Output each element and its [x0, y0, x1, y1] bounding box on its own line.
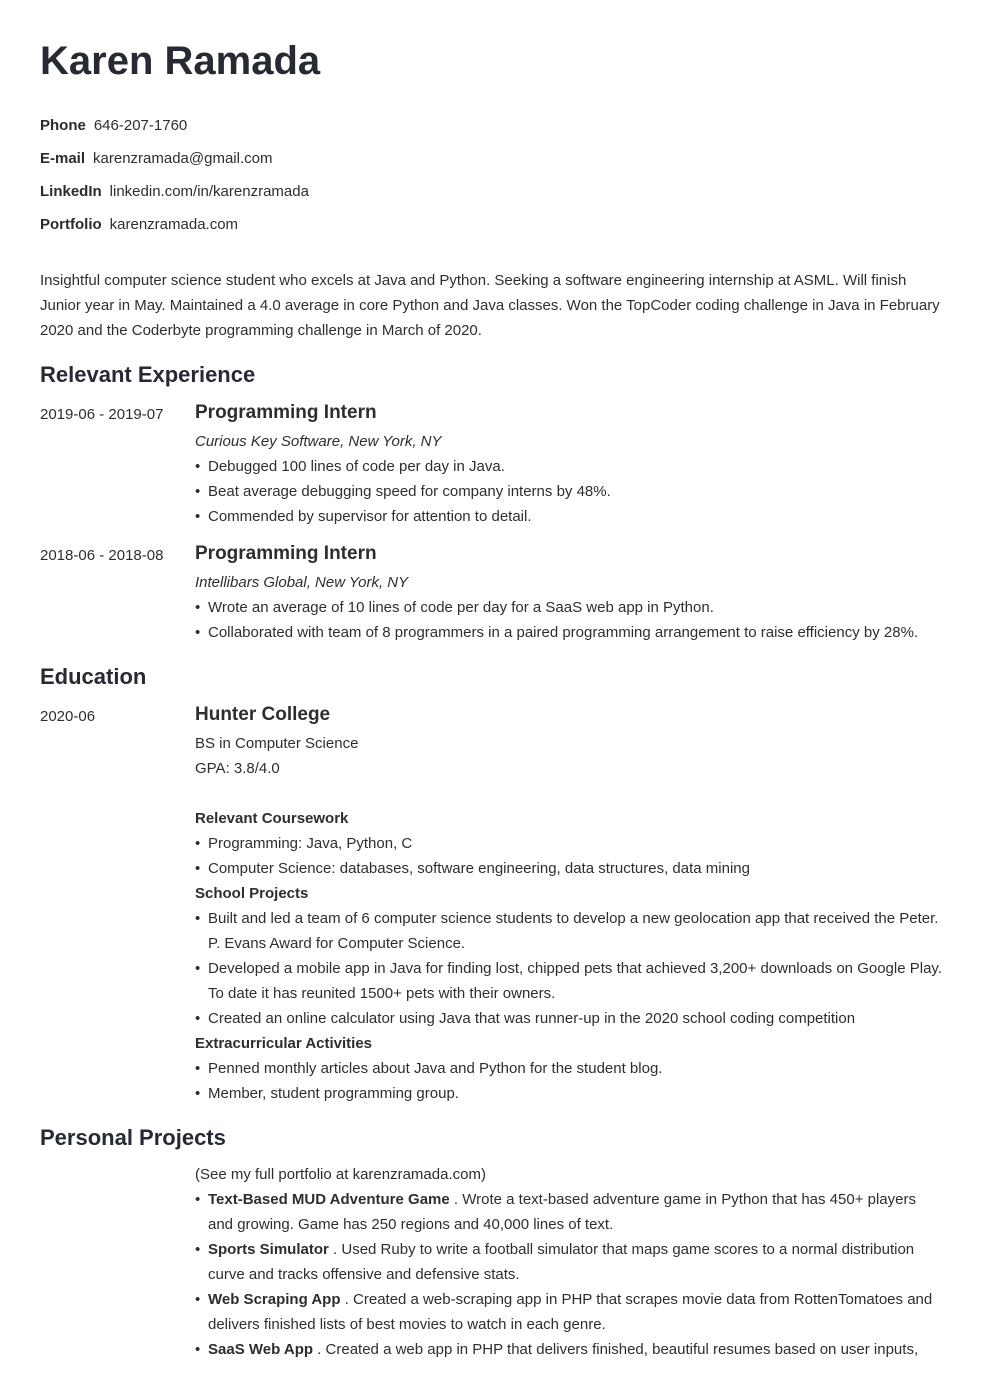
list-item: • Created an online calculator using Java that was runner-up in the 2020 school coding competition	[195, 1006, 945, 1031]
list-item	[195, 1187, 945, 1237]
bullet-list	[195, 595, 945, 645]
spacer	[195, 781, 945, 806]
list-item: • Member, student programming group.	[195, 1081, 945, 1106]
project-name: Text-Based MUD Adventure Game	[208, 1191, 450, 1208]
list-item: • Built and led a team of 6 computer science students to develop a new geolocation app that received the Peter. P. Evans Award for Computer Science.	[195, 906, 945, 956]
entry-body	[195, 702, 945, 1106]
experience-entry	[40, 541, 945, 645]
list-item	[195, 1337, 945, 1362]
coursework-heading: Relevant Coursework	[195, 810, 349, 827]
contact-email	[40, 142, 945, 175]
list-item: • Commended by supervisor for attention to detail.	[195, 504, 945, 529]
project-name: SaaS Web App	[208, 1341, 314, 1358]
activities-heading: Extracurricular Activities	[195, 1035, 373, 1052]
list-item: • Programming: Java, Python, C	[195, 831, 945, 856]
list-item: • Developed a mobile app in Java for finding lost, chipped pets that achieved 3,200+ downloads on Google Play. To date it has reunited 1500+ pets with their owners.	[195, 956, 945, 1006]
entry-date: 2020-06	[40, 708, 96, 725]
bullet-list	[195, 454, 945, 529]
contact-label: Portfolio	[40, 216, 102, 233]
list-item: • Computer Science: databases, software engineering, data structures, data mining	[195, 856, 945, 881]
list-item	[195, 1237, 945, 1287]
project-description: . Created a web-scraping app in PHP that scrapes movie data from RottenTomatoes and delivers finished lists of best movies to watch in each genre.	[208, 1291, 933, 1333]
section-title-experience: Relevant Experience	[40, 362, 256, 387]
projects-intro: (See my full portfolio at karenzramada.com)	[195, 1166, 486, 1183]
school-projects-heading: School Projects	[195, 885, 309, 902]
projects-body	[195, 1162, 945, 1362]
list-item	[195, 1287, 945, 1337]
gpa: GPA: 3.8/4.0	[195, 760, 280, 777]
contact-linkedin	[40, 175, 945, 208]
summary-paragraph: Insightful computer science student who excels at Java and Python. Seeking a software engineering internship at ASML. Will finish Junior year in May. Maintained a 4.0 average in core Python and Java classes. Won the TopCoder coding challenge in Java in February 2020 and the Coderbyte programming challenge in March of 2020.	[40, 272, 940, 339]
entry-body	[195, 400, 945, 529]
contact-portfolio	[40, 208, 945, 241]
list-item: • Collaborated with team of 8 programmers in a paired programming arrangement to raise efficiency by 28%.	[195, 620, 945, 645]
project-description: . Wrote a text-based adventure game in Python that has 450+ players and growing. Game has 250 regions and 40,000 lines of text.	[208, 1191, 916, 1233]
school-name: Hunter College	[195, 704, 331, 725]
activities-list	[195, 1056, 945, 1106]
section-title-education: Education	[40, 664, 147, 689]
contact-label: LinkedIn	[40, 183, 102, 200]
project-name: Web Scraping App	[208, 1291, 341, 1308]
education-section	[40, 664, 945, 1106]
company-line: Curious Key Software, New York, NY	[195, 433, 442, 450]
contact-value: 646-207-1760	[93, 117, 188, 134]
entry-body	[195, 541, 945, 645]
project-description: . Used Ruby to write a football simulator that maps game scores to a normal distribution curve and tracks offensive and defensive stats.	[208, 1241, 915, 1283]
school-projects-list	[195, 906, 945, 1031]
experience-section	[40, 362, 945, 645]
entry-date: 2019-06 - 2019-07	[40, 406, 164, 423]
contact-label: Phone	[40, 117, 86, 134]
contact-value: linkedin.com/in/karenzramada	[109, 183, 309, 200]
degree: BS in Computer Science	[195, 735, 359, 752]
company-line: Intellibars Global, New York, NY	[195, 574, 409, 591]
project-name: Sports Simulator	[208, 1241, 329, 1258]
section-title-projects: Personal Projects	[40, 1125, 226, 1150]
contact-list	[40, 109, 945, 241]
list-item: • Penned monthly articles about Java and Python for the student blog.	[195, 1056, 945, 1081]
coursework-list	[195, 831, 945, 881]
candidate-name: Karen Ramada	[40, 39, 321, 83]
job-title: Programming Intern	[195, 543, 377, 564]
contact-value: karenzramada.com	[109, 216, 239, 233]
list-item: • Wrote an average of 10 lines of code per day for a SaaS web app in Python.	[195, 595, 945, 620]
contact-value: karenzramada@gmail.com	[93, 150, 273, 167]
experience-entry	[40, 400, 945, 529]
entry-date: 2018-06 - 2018-08	[40, 547, 164, 564]
list-item: • Beat average debugging speed for company interns by 48%.	[195, 479, 945, 504]
project-description: . Created a web app in PHP that delivers finished, beautiful resumes based on user inputs,	[313, 1341, 919, 1358]
job-title: Programming Intern	[195, 402, 377, 423]
personal-projects-section	[40, 1125, 945, 1362]
education-entry	[40, 702, 945, 1106]
contact-phone	[40, 109, 945, 142]
projects-list	[195, 1187, 945, 1362]
list-item: • Debugged 100 lines of code per day in Java.	[195, 454, 945, 479]
contact-label: E-mail	[40, 150, 86, 167]
